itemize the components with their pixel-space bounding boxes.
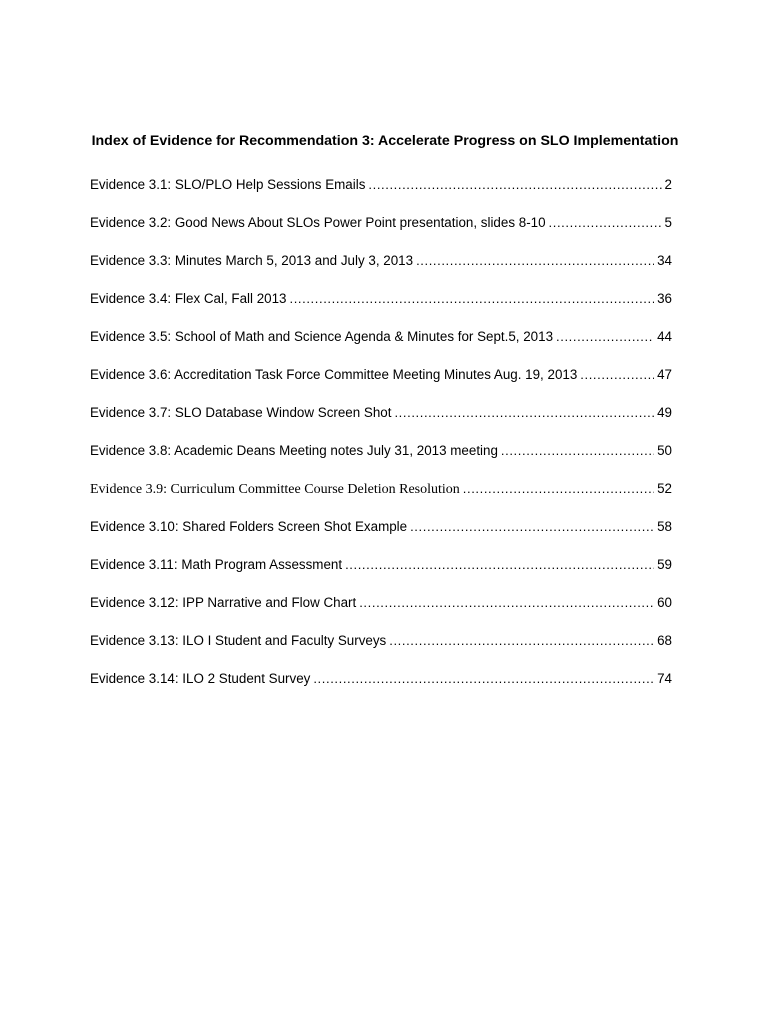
toc-entry-3-5 [90, 326, 672, 364]
dot-leader [313, 668, 654, 690]
toc-entry-page: 49 [657, 405, 672, 420]
toc-entry-label: Evidence 3.4: Flex Cal, Fall 2013 [90, 291, 287, 306]
toc-entry-page: 52 [657, 481, 672, 496]
toc-entry-3-1 [90, 174, 672, 212]
dot-leader [556, 326, 654, 348]
toc-entry-3-9 [90, 478, 672, 516]
toc-entry-3-10 [90, 516, 672, 554]
toc-entry-label: Evidence 3.3: Minutes March 5, 2013 and July 3, 2013 [90, 253, 414, 268]
toc-entry-3-11 [90, 554, 672, 592]
toc-entry-label: Evidence 3.1: SLO/PLO Help Sessions Emails [90, 177, 366, 192]
toc-entry-3-3 [90, 250, 672, 288]
toc-entry-label: Evidence 3.9: Curriculum Committee Course Deletion Resolution [90, 482, 460, 497]
toc-entry-page: 59 [657, 557, 672, 572]
dot-leader [389, 630, 654, 652]
evidence-index-list [90, 174, 672, 706]
toc-entry-page: 34 [657, 253, 672, 268]
toc-entry-label: Evidence 3.2: Good News About SLOs Power Point presentation, slides 8-10 [90, 215, 546, 230]
toc-entry-label: Evidence 3.13: ILO I Student and Faculty Surveys [90, 633, 387, 648]
toc-entry-3-6 [90, 364, 672, 402]
toc-entry-3-14 [90, 668, 672, 706]
toc-entry-label: Evidence 3.6: Accreditation Task Force Committee Meeting Minutes Aug. 19, 2013 [90, 367, 578, 382]
toc-entry-3-13 [90, 630, 672, 668]
dot-leader [410, 516, 654, 538]
toc-entry-label: Evidence 3.14: ILO 2 Student Survey [90, 671, 311, 686]
toc-entry-3-7 [90, 402, 672, 440]
toc-entry-label: Evidence 3.7: SLO Database Window Screen Shot [90, 405, 392, 420]
toc-entry-page: 44 [657, 329, 672, 344]
toc-entry-page: 74 [657, 671, 672, 686]
dot-leader [501, 440, 654, 462]
toc-entry-page: 50 [657, 443, 672, 458]
toc-entry-page: 68 [657, 633, 672, 648]
document-title: Index of Evidence for Recommendation 3: Accelerate Progress on SLO Implementation [91, 133, 679, 149]
toc-entry-3-8 [90, 440, 672, 478]
toc-entry-label: Evidence 3.10: Shared Folders Screen Shot Example [90, 519, 408, 534]
dot-leader [368, 174, 661, 196]
dot-leader [345, 554, 654, 576]
dot-leader [359, 592, 654, 614]
toc-entry-page: 58 [657, 519, 672, 534]
toc-entry-page: 60 [657, 595, 672, 610]
dot-leader [463, 478, 654, 500]
dot-leader [416, 250, 654, 272]
toc-entry-3-12 [90, 592, 672, 630]
toc-entry-3-2 [90, 212, 672, 250]
toc-entry-label: Evidence 3.8: Academic Deans Meeting notes July 31, 2013 meeting [90, 443, 498, 458]
toc-entry-label: Evidence 3.11: Math Program Assessment [90, 557, 343, 572]
toc-entry-page: 47 [657, 367, 672, 382]
toc-entry-label: Evidence 3.12: IPP Narrative and Flow Chart [90, 595, 357, 610]
dot-leader [580, 364, 654, 386]
toc-entry-page: 5 [664, 215, 672, 230]
dot-leader [394, 402, 654, 424]
toc-entry-3-4 [90, 288, 672, 326]
dot-leader [290, 288, 655, 310]
dot-leader [549, 212, 662, 234]
toc-entry-page: 36 [657, 291, 672, 306]
toc-entry-label: Evidence 3.5: School of Math and Science Agenda & Minutes for Sept.5, 2013 [90, 329, 554, 344]
toc-entry-page: 2 [664, 177, 672, 192]
